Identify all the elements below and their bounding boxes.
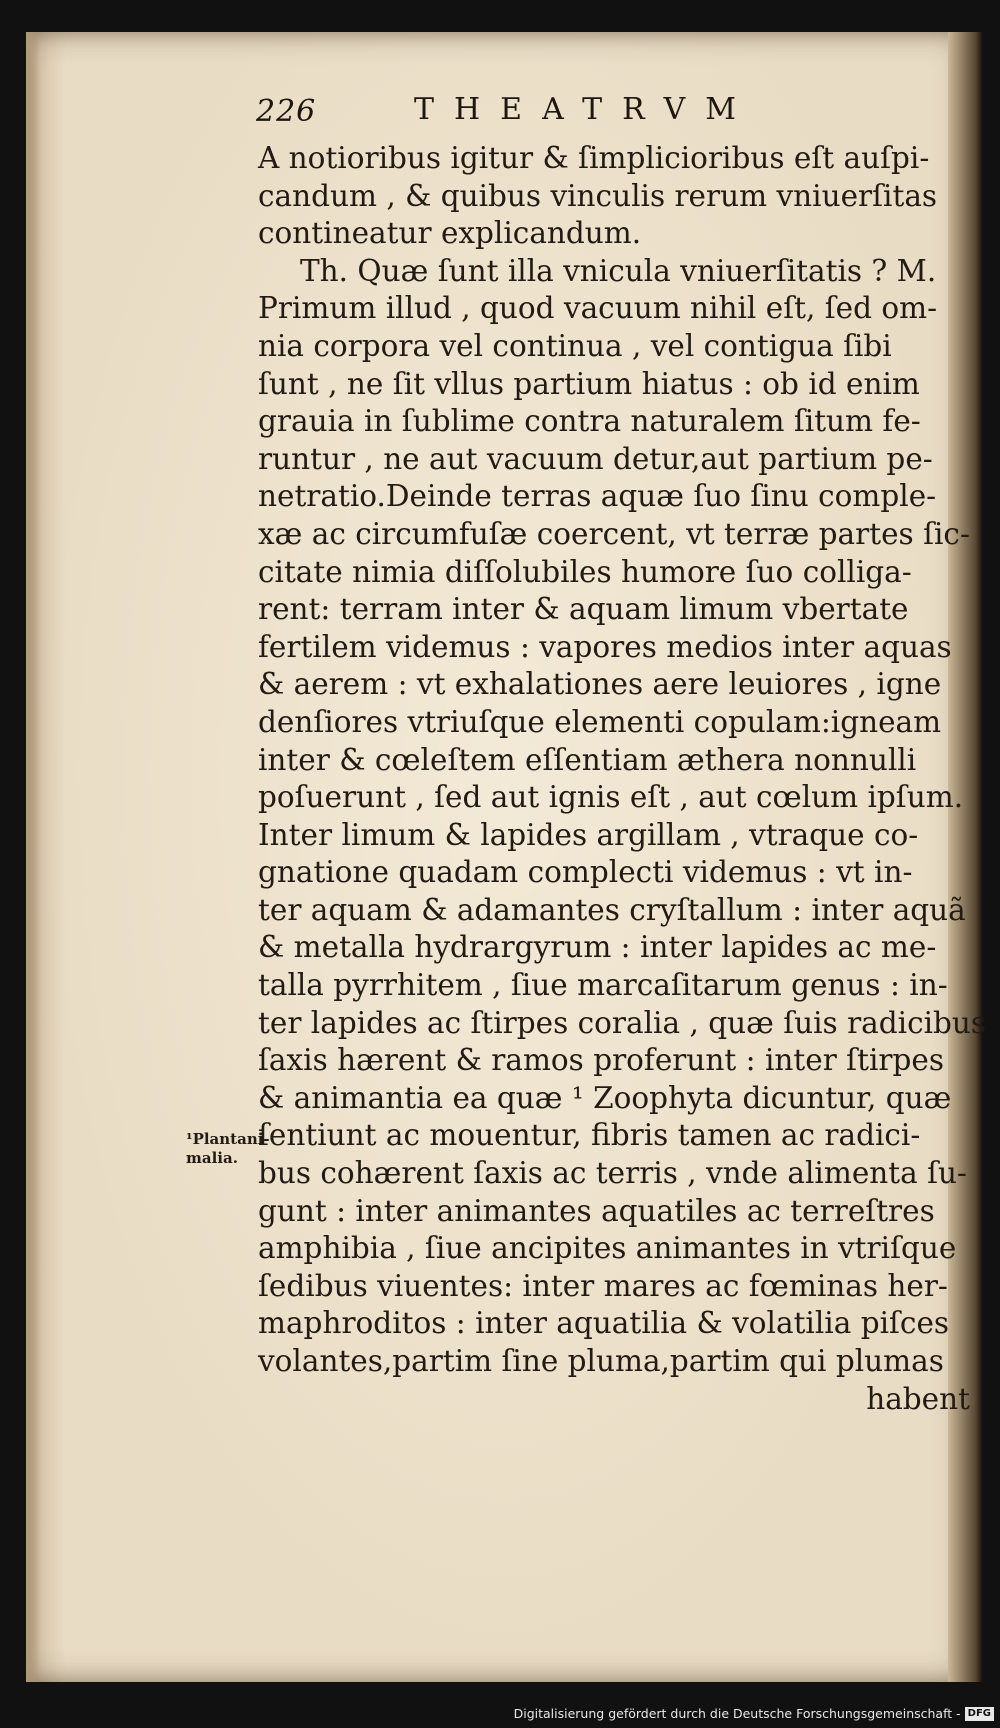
page-gutter-shadow	[26, 32, 40, 1682]
text-line: ter lapides ac ſtirpes coralia , quæ ſuis radicibus	[258, 1005, 987, 1040]
text-line: denſiores vtriuſque elementi copulam:igneam	[258, 704, 942, 739]
text-line: talla pyrrhitem , ſiue marcaſitarum genus : in-	[258, 968, 948, 1003]
text-line: citate nimia diſſolubiles humore ſuo colliga-	[258, 554, 912, 589]
margin-note-line: ¹Plantani-	[186, 1130, 270, 1148]
text-line: & metalla hydrargyrum : inter lapides ac me-	[258, 930, 937, 965]
text-line: & animantia ea quæ ¹ Zoophyta dicuntur, quæ	[258, 1080, 952, 1115]
margin-note-line: malia.	[186, 1149, 238, 1167]
text-line: fertilem videmus : vapores medios inter aquas	[258, 629, 952, 664]
page-header	[256, 90, 896, 134]
text-line: A notioribus igitur & ſimplicioribus eſt auſpi-	[258, 141, 930, 175]
text-line: runtur , ne aut vacuum detur,aut partium pe-	[258, 441, 933, 476]
text-line: rent: terram inter & aquam limum vbertate	[258, 592, 909, 627]
body-text	[258, 140, 987, 1418]
text-line: & aerem : vt exhalationes aere leuiores , igne	[258, 667, 942, 702]
text-line: inter & cœleſtem eſſentiam æthera nonnulli	[258, 742, 917, 777]
text-line: ſaxis hærent & ramos proferunt : inter ſtirpes	[258, 1043, 944, 1078]
text-line: netratio.Deinde terras aquæ ſuo ſinu comple-	[258, 479, 937, 514]
text-line: ſedibus viuentes: inter mares ac fœminas her-	[258, 1268, 948, 1303]
page-number: 226	[256, 94, 317, 129]
text-line: xæ ac circumfuſæ coercent, vt terræ partes ſic-	[258, 516, 970, 551]
text-line: gunt : inter animantes aquatiles ac terreſtres	[258, 1193, 935, 1228]
text-line: ſunt , ne ſit vllus partium hiatus : ob id enim	[258, 366, 920, 401]
text-line: maphroditos : inter aquatilia & volatilia piſces	[258, 1306, 950, 1341]
text-line: gnatione quadam complecti videmus : vt in-	[258, 855, 913, 890]
text-line: Inter limum & lapides argillam , vtraque co-	[258, 817, 919, 852]
text-line: bus cohærent ſaxis ac terris , vnde alimenta ſu-	[258, 1156, 967, 1191]
credit-text: Digitalisierung gefördert durch die Deutsche Forschungsgemeinschaft -	[513, 1706, 961, 1721]
text-line: Th. Quæ ſunt illa vnicula vniuerſitatis ? M.	[300, 253, 937, 288]
text-line: candum , & quibus vinculis rerum vniuerſitas	[258, 178, 938, 213]
dfg-logo-icon: DFG	[965, 1707, 994, 1721]
text-line: ter aquam & adamantes cryſtallum : inter aquã	[258, 892, 966, 927]
running-title: THEATRVM	[414, 92, 757, 127]
text-line: contineatur explicandum.	[258, 216, 642, 251]
text-line: poſuerunt , ſed aut ignis eſt , aut cœlum ipſum.	[258, 780, 964, 815]
text-line: volantes,partim ſine pluma,partim qui plumas	[258, 1344, 944, 1378]
margin-note	[186, 1130, 270, 1168]
digitization-credit	[514, 1704, 994, 1724]
text-line: nia corpora vel continua , vel contigua ſibi	[258, 328, 892, 363]
text-line: ſentiunt ac mouentur, fibris tamen ac radici-	[258, 1118, 921, 1153]
text-line: Primum illud , quod vacuum nihil eſt, ſed om-	[258, 291, 938, 326]
text-line: grauia in ſublime contra naturalem ſitum fe-	[258, 404, 921, 439]
text-line: amphibia , ſiue ancipites animantes in vtriſque	[258, 1231, 957, 1266]
catchword: habent	[866, 1381, 970, 1416]
